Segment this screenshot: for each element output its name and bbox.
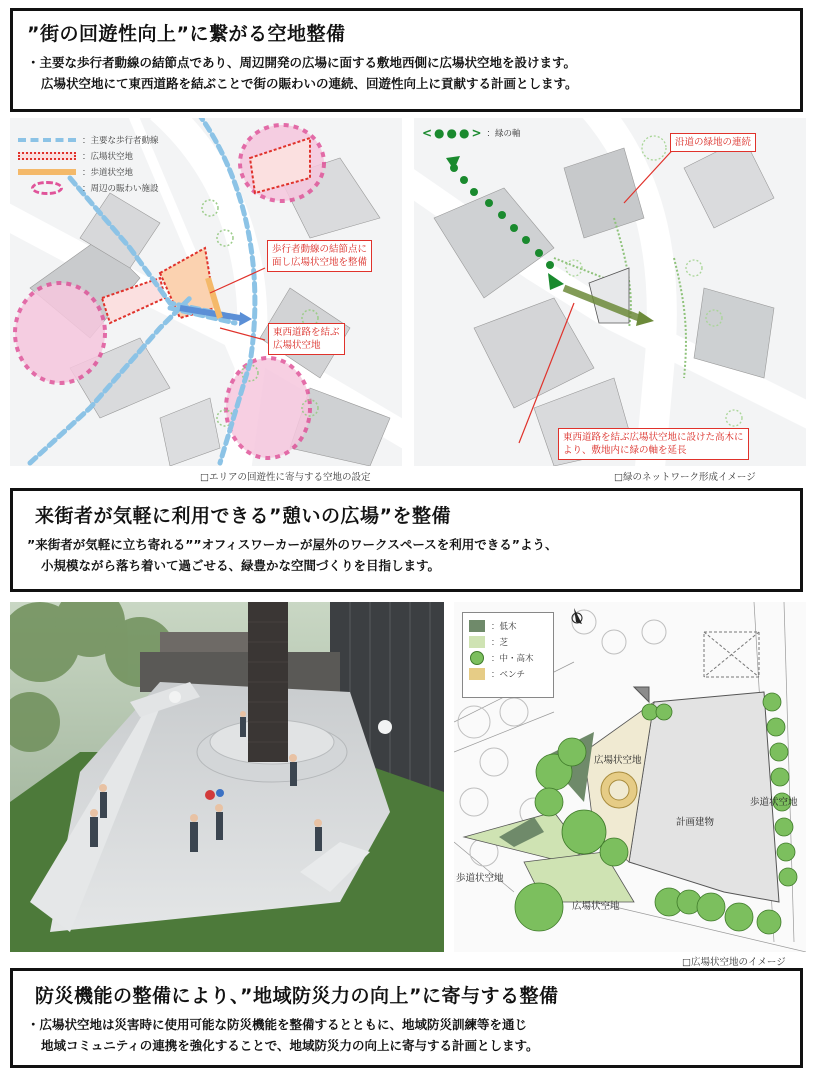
plan-label-sidewalk-left: 歩道状空地 bbox=[456, 873, 504, 884]
legend-label: ：広場状空地 bbox=[82, 152, 134, 162]
legend-tree bbox=[469, 650, 547, 666]
section-3-line-1: ・広場状空地は災害時に使用可能な防災機能を整備するとともに、地域防災訓練等を通じ bbox=[27, 1017, 528, 1032]
legend-bench bbox=[469, 666, 547, 682]
callout-line: 沿道の緑地の連続 bbox=[675, 137, 752, 148]
callout-line: 面し広場状空地を整備 bbox=[272, 257, 368, 268]
green-axis-swatch: <●●●> bbox=[422, 126, 484, 140]
callout-roadside-green bbox=[670, 133, 756, 152]
site-plan bbox=[454, 602, 806, 952]
shrub-swatch bbox=[469, 620, 485, 632]
map-2-drawing bbox=[414, 118, 806, 466]
map-2-caption: □緑のネットワーク形成イメージ bbox=[614, 472, 756, 483]
callout-line: 東西道路を結ぶ広場状空地に設けた高木に bbox=[563, 432, 744, 443]
legend-label: ：歩道状空地 bbox=[82, 168, 134, 178]
plan-label-sidewalk-right: 歩道状空地 bbox=[750, 797, 798, 808]
section-2-line-1: ”来街者が気軽に立ち寄れる””オフィスワーカーが屋外のワークスペースを利用できる”よう、 bbox=[27, 537, 558, 552]
callout-line: より、敷地内に緑の軸を延長 bbox=[563, 445, 687, 456]
pink-circle-swatch bbox=[31, 181, 63, 195]
orange-swatch bbox=[18, 169, 76, 175]
plan-label-building: 計画建物 bbox=[676, 817, 715, 828]
legend-pedestrian-route bbox=[18, 132, 159, 148]
callout-green-axis bbox=[558, 428, 749, 460]
lawn-swatch bbox=[469, 636, 485, 648]
callout-line: 広場状空地 bbox=[273, 340, 321, 351]
plan-label-plaza-top: 広場状空地 bbox=[594, 755, 642, 766]
legend-label: ：中・高木 bbox=[491, 654, 534, 664]
bench-swatch bbox=[469, 668, 485, 680]
section-3-box bbox=[10, 968, 803, 1068]
section-2-line-2: 小規模ながら落ち着いて過ごせる、緑豊かな空間づくりを目指します。 bbox=[41, 558, 441, 573]
map-1-legend bbox=[18, 132, 159, 196]
legend-plaza bbox=[18, 148, 159, 164]
legend-label: ：主要な歩行者動線 bbox=[82, 136, 159, 146]
section-1-line-2: 広場状空地にて東西道路を結ぶことで街の賑わいの連続、回遊性向上に貢献する計画とします。 bbox=[41, 76, 578, 91]
plan-label-plaza-bottom: 広場状空地 bbox=[572, 901, 620, 912]
legend-shrub bbox=[469, 618, 547, 634]
map-2-legend bbox=[422, 126, 521, 140]
plan-caption: □広場状空地のイメージ bbox=[682, 957, 786, 968]
legend-label: ：低木 bbox=[491, 622, 517, 632]
section-1-box bbox=[10, 8, 803, 112]
rendering-drawing bbox=[10, 602, 444, 952]
legend-facility bbox=[18, 180, 159, 196]
plaza-rendering bbox=[10, 602, 444, 952]
callout-line: 歩行者動線の結節点に bbox=[272, 244, 368, 255]
section-1-line-1: ・主要な歩行者動線の結節点であり、周辺開発の広場に面する敷地西側に広場状空地を設けます。 bbox=[27, 55, 577, 70]
map-1-caption: □エリアの回遊性に寄与する空地の設定 bbox=[200, 472, 371, 483]
callout-junction-plaza bbox=[267, 240, 372, 272]
section-3-line-2: 地域コミュニティの連携を強化することで、地域防災力の向上に寄与する計画とします。 bbox=[41, 1038, 539, 1053]
legend-lawn bbox=[469, 634, 547, 650]
map-green-network bbox=[414, 118, 806, 466]
callout-east-west-plaza bbox=[268, 323, 345, 355]
legend-label: ：ベンチ bbox=[491, 670, 526, 680]
tree-swatch bbox=[470, 651, 484, 665]
section-3-title: 防災機能の整備により、”地域防災力の向上”に寄与する整備 bbox=[35, 985, 559, 1007]
section-1-title: ”街の回遊性向上”に繋がる空地整備 bbox=[27, 23, 346, 45]
legend-label: ：芝 bbox=[491, 638, 509, 648]
blue-dash-swatch bbox=[18, 138, 76, 142]
section-2-title: 来街者が気軽に利用できる”憩いの広場”を整備 bbox=[35, 505, 451, 527]
legend-label: ：周辺の賑わい施設 bbox=[82, 184, 159, 194]
plan-legend bbox=[462, 612, 554, 698]
callout-line: 東西道路を結ぶ bbox=[273, 327, 340, 338]
red-hatch-swatch bbox=[18, 152, 76, 160]
section-2-box bbox=[10, 488, 803, 592]
legend-label: ：緑の軸 bbox=[486, 129, 521, 139]
map-pedestrian-circulation bbox=[10, 118, 402, 466]
legend-sidewalk bbox=[18, 164, 159, 180]
